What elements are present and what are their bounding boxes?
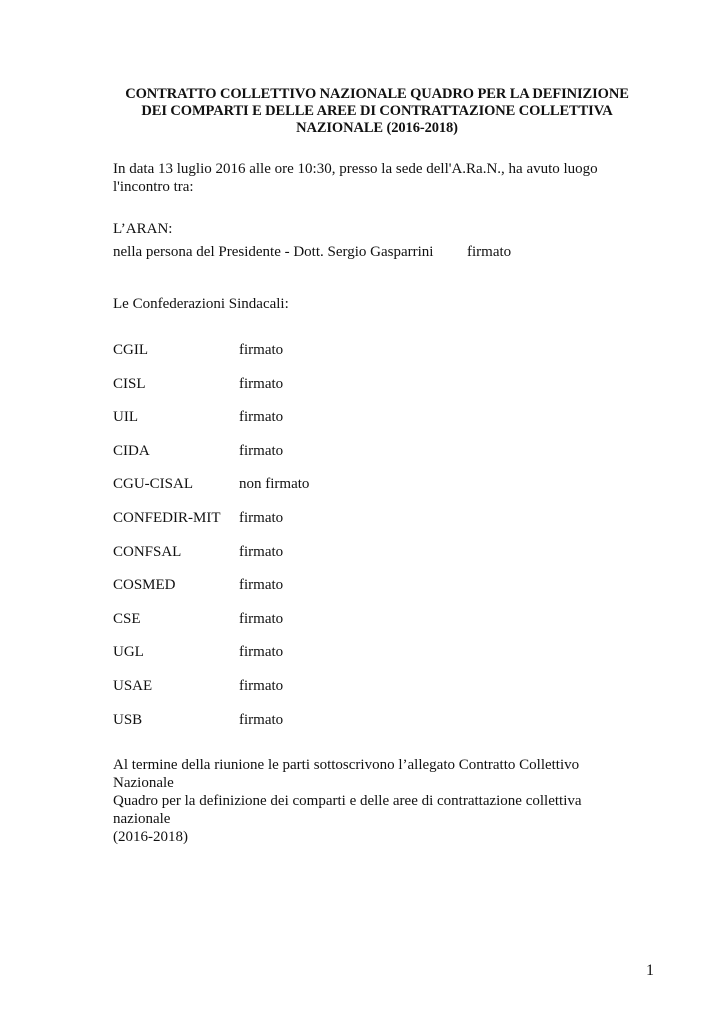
unions-list — [113, 341, 513, 744]
union-name: USB — [113, 711, 143, 728]
president-status: firmato — [467, 244, 512, 260]
president-text: nella persona del Presidente - Dott. Sergio Gasparrini — [113, 244, 434, 260]
union-status: firmato — [239, 711, 284, 728]
union-row — [113, 543, 513, 577]
union-status: non firmato — [239, 476, 310, 493]
union-row — [113, 677, 513, 711]
union-row — [113, 475, 513, 509]
union-status: firmato — [239, 543, 284, 560]
union-status: firmato — [239, 610, 284, 627]
union-row — [113, 375, 513, 409]
closing-paragraph — [113, 756, 633, 846]
page-number: 1 — [646, 962, 654, 979]
union-status: firmato — [239, 342, 284, 358]
union-row — [113, 643, 513, 677]
union-status: firmato — [239, 409, 284, 426]
union-status: firmato — [239, 442, 284, 459]
union-status: firmato — [239, 375, 284, 392]
closing-line-1: Al termine della riunione le parti sottoscrivono l’allegato Contratto Collettivo Nazionale — [113, 757, 580, 791]
union-row — [113, 576, 513, 610]
intro-line-2: l'incontro tra: — [113, 179, 194, 195]
aran-label: L’ARAN: — [113, 221, 173, 237]
union-name: CONFSAL — [113, 543, 182, 560]
union-name: CGIL — [113, 342, 148, 358]
union-name: CISL — [113, 375, 146, 392]
closing-line-2: Quadro per la definizione dei comparti e delle aree di contrattazione collettiva nazionale — [113, 793, 582, 827]
union-name: CIDA — [113, 442, 150, 459]
union-name: CSE — [113, 610, 141, 627]
union-row — [113, 442, 513, 476]
union-row — [113, 711, 513, 745]
title-line-3: NAZIONALE (2016-2018) — [296, 120, 458, 136]
union-status: firmato — [239, 509, 284, 526]
title-line-2: DEI COMPARTI E DELLE AREE DI CONTRATTAZIONE COLLETTIVA — [141, 103, 613, 119]
document-title — [100, 86, 654, 137]
union-row — [113, 341, 513, 375]
union-status: firmato — [239, 577, 284, 594]
confederations-label: Le Confederazioni Sindacali: — [113, 296, 289, 312]
intro-line-1: In data 13 luglio 2016 alle ore 10:30, presso la sede dell'A.Ra.N., ha avuto luogo — [113, 161, 598, 177]
union-status: firmato — [239, 644, 284, 661]
union-row — [113, 509, 513, 543]
president-row — [113, 244, 633, 261]
union-name: UGL — [113, 644, 144, 661]
union-name: CONFEDIR-MIT — [113, 509, 221, 526]
union-name: CGU-CISAL — [113, 476, 194, 493]
union-row — [113, 408, 513, 442]
union-name: UIL — [113, 409, 138, 426]
closing-line-3: (2016-2018) — [113, 829, 188, 845]
intro-paragraph — [113, 160, 633, 196]
union-name: USAE — [113, 677, 153, 694]
title-line-1: CONTRATTO COLLETTIVO NAZIONALE QUADRO PER LA DEFINIZIONE — [125, 86, 629, 102]
union-status: firmato — [239, 677, 284, 694]
union-name: COSMED — [113, 577, 176, 594]
union-row — [113, 610, 513, 644]
